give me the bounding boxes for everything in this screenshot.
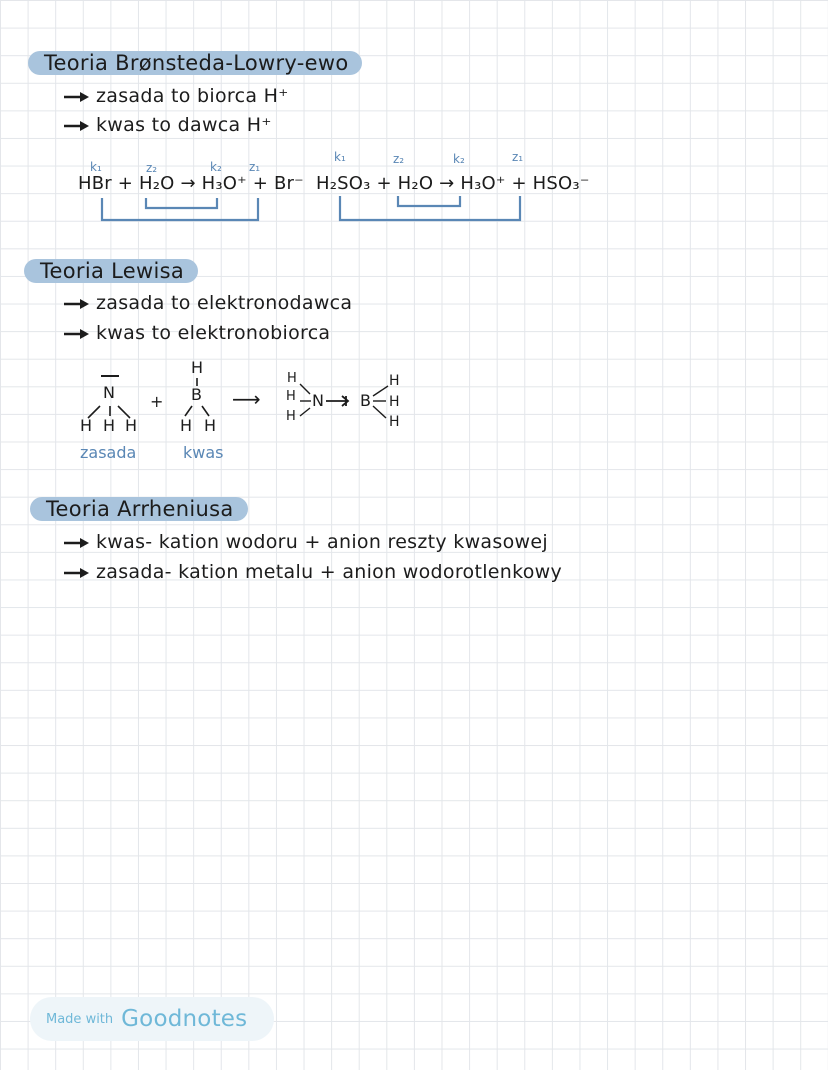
eq1-tag-k2: k₂ [210, 160, 222, 174]
atom-h: H [180, 416, 193, 435]
bullet-text: kwas to dawca H⁺ [96, 114, 272, 136]
bullet-text: zasada to elektronodawca [96, 292, 353, 314]
section-title-arrhenius: Teoria Arrheniusa [30, 497, 248, 521]
atom-h: H [103, 416, 116, 435]
bullet-lewis-1 [62, 291, 352, 315]
reaction-arrow: ⟶ [232, 387, 261, 411]
plus-sign: + [150, 392, 164, 411]
atom-n: N [312, 391, 324, 410]
bullet-arrhenius-1 [62, 530, 548, 554]
bullet-text: zasada to biorca H⁺ [96, 85, 289, 107]
atom-h: H [204, 416, 217, 435]
eq2-tag-k2: k₂ [453, 152, 465, 166]
arrow-right-icon [62, 298, 92, 310]
section-title-lewis: Teoria Lewisa [24, 259, 198, 283]
atom-h: H [389, 373, 400, 389]
atom-h: H [286, 409, 296, 424]
atom-h: H [389, 394, 400, 410]
atom-h: H [191, 358, 204, 377]
bullet-text: kwas- kation wodoru + anion reszty kwasowej [96, 531, 548, 553]
arrow-right-icon [62, 91, 92, 103]
bullet-text: zasada- kation metalu + anion wodorotlenkowy [96, 561, 563, 583]
atom-n: N [103, 383, 115, 402]
adduct-bonds [290, 376, 420, 426]
atom-b: B [360, 391, 371, 410]
bullet-arrhenius-2 [62, 560, 562, 584]
label-acid: kwas [183, 443, 224, 462]
atom-h: H [80, 416, 93, 435]
eq2-tag-z1: z₁ [512, 150, 524, 164]
arrow-right-icon [62, 567, 92, 579]
conjugate-pair-brackets [334, 194, 526, 224]
eq2-tag-k1: k₁ [334, 150, 346, 164]
bullet-text: kwas to elektronobiorca [96, 322, 331, 344]
label-base: zasada [80, 443, 137, 462]
made-with-label: Made with [46, 1011, 114, 1027]
made-with-goodnotes-badge[interactable] [30, 997, 274, 1041]
atom-h: H [287, 371, 297, 386]
atom-h: H [286, 389, 296, 404]
atom-b: B [191, 385, 202, 404]
conjugate-pair-brackets [96, 196, 266, 224]
eq1-tag-z1: z₁ [249, 160, 261, 174]
equation-hbr: HBr + H₂O → H₃O⁺ + Br⁻ [78, 173, 304, 194]
goodnotes-logo: Goodnotes [121, 1006, 248, 1032]
arrow-right-icon [62, 328, 92, 340]
eq2-tag-z2: z₂ [393, 152, 405, 166]
section-title-bronsted: Teoria Brønsteda-Lowry-ewo [28, 51, 362, 75]
arrow-right-icon [62, 537, 92, 549]
atom-h: H [389, 414, 400, 430]
bullet-bronsted-2 [62, 113, 272, 137]
bullet-bronsted-1 [62, 84, 289, 108]
arrow-right-icon [62, 120, 92, 132]
equation-h2so3: H₂SO₃ + H₂O → H₃O⁺ + HSO₃⁻ [316, 173, 590, 194]
bullet-lewis-2 [62, 321, 330, 345]
eq1-tag-z2: z₂ [146, 161, 158, 175]
eq1-tag-k1: k₁ [90, 160, 102, 174]
atom-h: H [125, 416, 138, 435]
